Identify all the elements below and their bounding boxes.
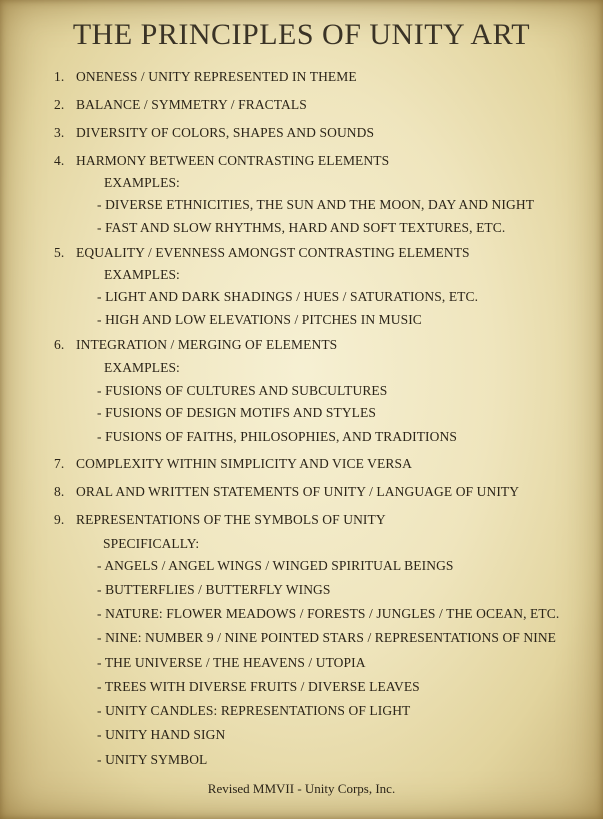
sub-item: - BUTTERFLIES / BUTTERFLY WINGS: [97, 582, 331, 597]
sub-item: - UNITY CANDLES: REPRESENTATIONS OF LIGHT: [97, 703, 411, 718]
sub-item: - NINE: NUMBER 9 / NINE POINTED STARS / REPRESENTATIONS OF NINE: [97, 630, 557, 645]
sub-item: - ANGELS / ANGEL WINGS / WINGED SPIRITUAL BEINGS: [97, 558, 454, 573]
sub-item: - FAST AND SLOW RHYTHMS, HARD AND SOFT TEXTURES, ETC.: [97, 220, 506, 235]
sub-heading: EXAMPLES:: [104, 360, 180, 375]
item-number: 8.: [54, 484, 65, 499]
sub-heading: EXAMPLES:: [104, 267, 180, 282]
item-text: INTEGRATION / MERGING OF ELEMENTS: [76, 337, 338, 352]
sub-item: - UNITY SYMBOL: [97, 752, 208, 767]
item-number: 7.: [54, 456, 65, 471]
sub-heading: SPECIFICALLY:: [103, 536, 200, 551]
item-text: ONENESS / UNITY REPRESENTED IN THEME: [76, 69, 357, 84]
item-number: 3.: [54, 125, 65, 140]
sub-item: - DIVERSE ETHNICITIES, THE SUN AND THE MOON, DAY AND NIGHT: [97, 197, 535, 212]
item-text: EQUALITY / EVENNESS AMONGST CONTRASTING ELEMENTS: [76, 245, 470, 260]
revision-footer: Revised MMVII - Unity Corps, Inc.: [207, 781, 396, 796]
item-text: DIVERSITY OF COLORS, SHAPES AND SOUNDS: [76, 125, 375, 140]
sub-item: - TREES WITH DIVERSE FRUITS / DIVERSE LEAVES: [97, 679, 420, 694]
sub-heading: EXAMPLES:: [104, 175, 180, 190]
item-text: ORAL AND WRITTEN STATEMENTS OF UNITY / LANGUAGE OF UNITY: [76, 484, 520, 499]
item-text: COMPLEXITY WITHIN SIMPLICITY AND VICE VERSA: [76, 456, 412, 471]
sub-item: - HIGH AND LOW ELEVATIONS / PITCHES IN MUSIC: [97, 312, 422, 327]
item-text: BALANCE / SYMMETRY / FRACTALS: [76, 97, 307, 112]
item-number: 2.: [54, 97, 65, 112]
item-number: 9.: [54, 512, 65, 527]
sub-item: - FUSIONS OF DESIGN MOTIFS AND STYLES: [97, 405, 376, 420]
item-number: 4.: [54, 153, 65, 168]
item-text: HARMONY BETWEEN CONTRASTING ELEMENTS: [76, 153, 390, 168]
sub-item: - LIGHT AND DARK SHADINGS / HUES / SATURATIONS, ETC.: [97, 289, 479, 304]
item-text: REPRESENTATIONS OF THE SYMBOLS OF UNITY: [76, 512, 386, 527]
item-number: 6.: [54, 337, 65, 352]
item-number: 1.: [54, 69, 65, 84]
page-title: THE PRINCIPLES OF UNITY ART: [72, 18, 531, 51]
item-number: 5.: [54, 245, 65, 260]
sub-item: - FUSIONS OF CULTURES AND SUBCULTURES: [97, 383, 388, 398]
sub-item: - FUSIONS OF FAITHS, PHILOSOPHIES, AND TRADITIONS: [97, 429, 457, 444]
sub-item: - NATURE: FLOWER MEADOWS / FORESTS / JUNGLES / THE OCEAN, ETC.: [97, 606, 560, 621]
sub-item: - THE UNIVERSE / THE HEAVENS / UTOPIA: [97, 655, 366, 670]
sub-item: - UNITY HAND SIGN: [97, 727, 226, 742]
